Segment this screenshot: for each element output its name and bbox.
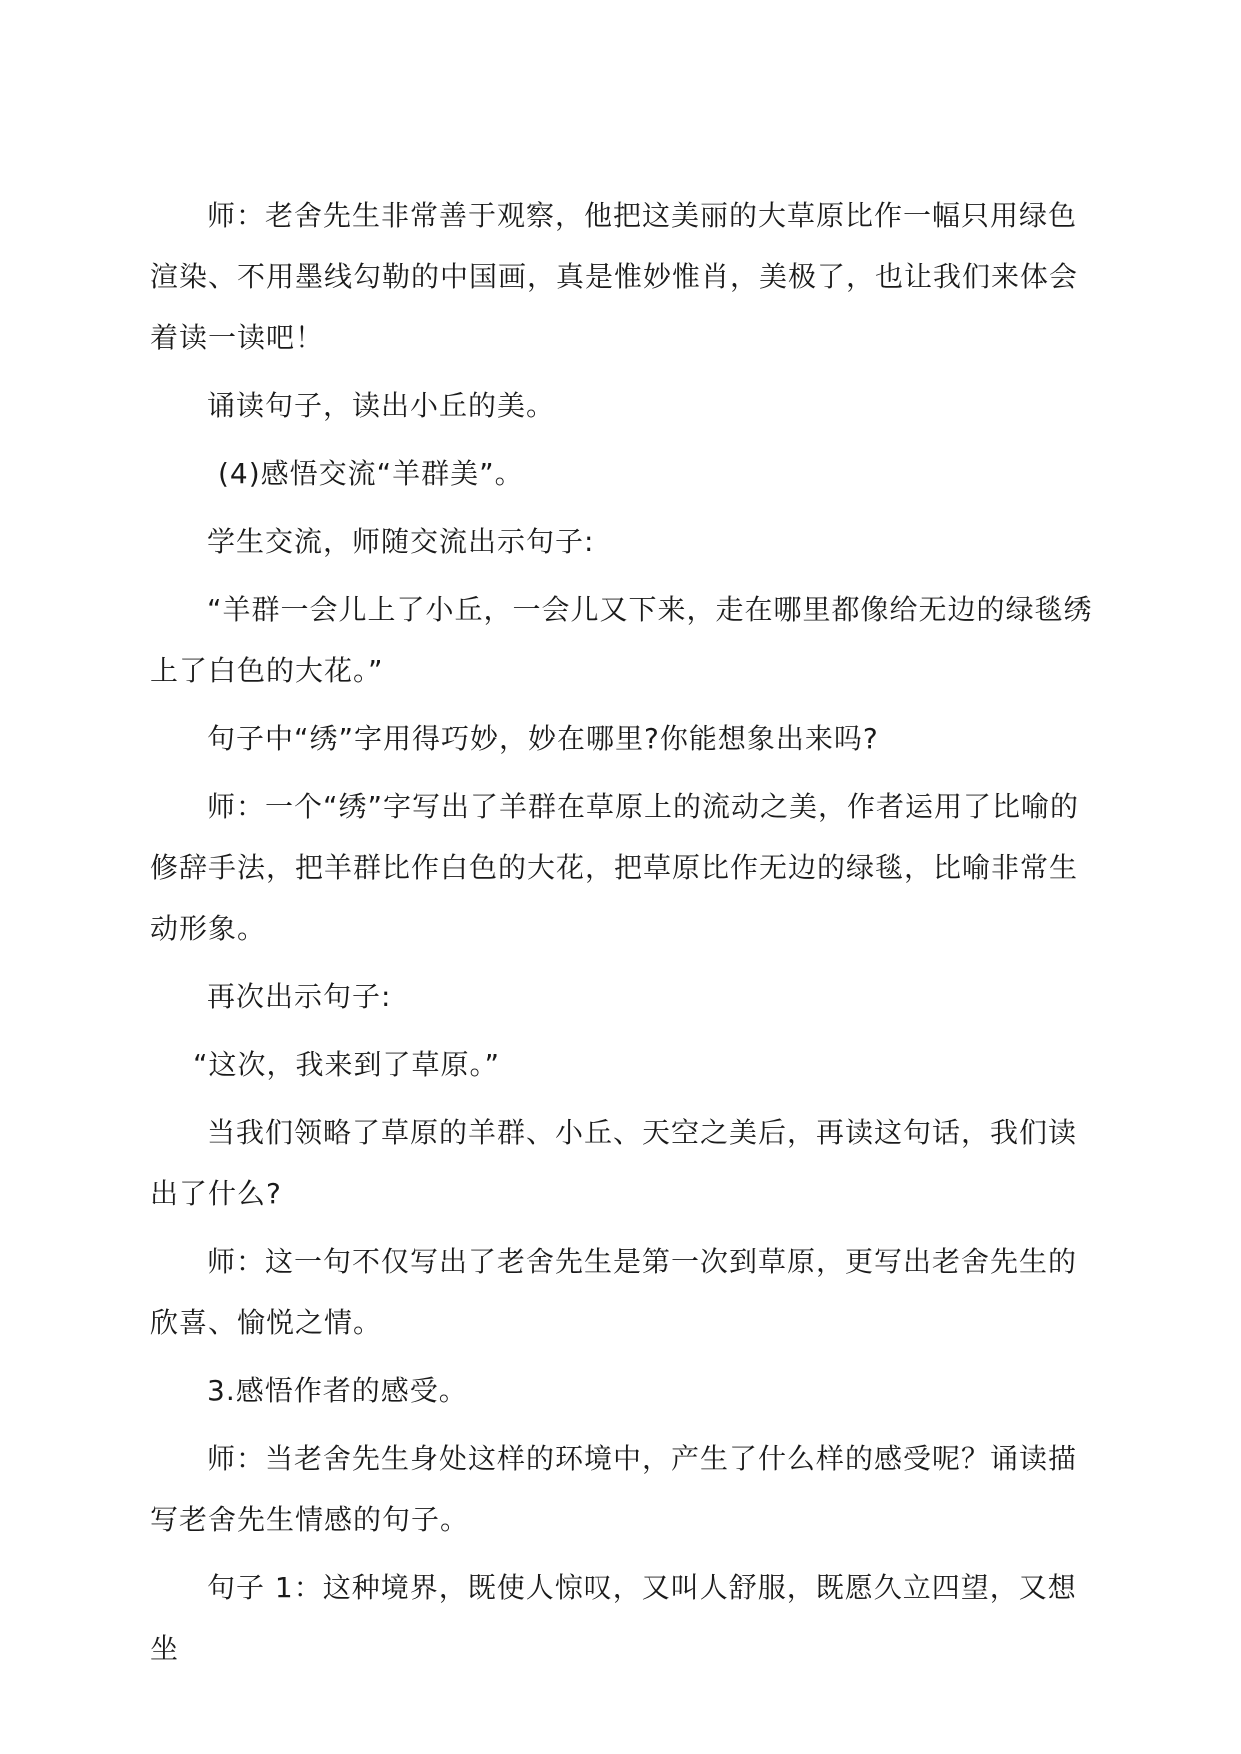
paragraph-quote-sheep: “羊群一会儿上了小丘，一会儿又下来，走在哪里都像给无边的绿毯绣上了白色的大花。”: [150, 593, 1093, 687]
paragraph-recite-hill: 诵读句子，读出小丘的美。: [207, 389, 556, 422]
paragraph-question-embroider: 句子中“绣”字用得巧妙，妙在哪里?你能想象出来吗?: [207, 722, 879, 755]
paragraph-teacher-joy: 师：这一句不仅写出了老舍先生是第一次到草原，更写出老舍先生的欣喜、愉悦之情。: [150, 1245, 1078, 1339]
paragraph-question-reread: 当我们领略了草原的羊群、小丘、天空之美后，再读这句话，我们读出了什么?: [150, 1116, 1078, 1210]
paragraph-teacher-observation: 师：老舍先生非常善于观察，他把这美丽的大草原比作一幅只用绿色渲染、不用墨线勾勒的中国画，真是惟妙惟肖，美极了，也让我们来体会着读一读吧！: [150, 199, 1079, 354]
paragraph-heading-feeling: 3.感悟作者的感受。: [207, 1374, 468, 1407]
paragraph-student-exchange: 学生交流，师随交流出示句子:: [207, 525, 595, 558]
document-body: [150, 185, 1095, 1686]
paragraph-sentence-one: 句子 1：这种境界，既使人惊叹，又叫人舒服，既愿久立四望，又想坐: [150, 1571, 1077, 1665]
paragraph-teacher-metaphor: 师：一个“绣”字写出了羊群在草原上的流动之美，作者运用了比喻的修辞手法，把羊群比作白色的大花，把草原比作无边的绿毯，比喻非常生动形象。: [150, 790, 1080, 945]
paragraph-quote-arrival: “这次，我来到了草原。”: [193, 1048, 501, 1081]
paragraph-show-again: 再次出示句子:: [207, 980, 392, 1013]
paragraph-teacher-feeling: 师：当老舍先生身处这样的环境中，产生了什么样的感受呢？诵读描写老舍先生情感的句子。: [150, 1442, 1078, 1536]
paragraph-heading-sheep: (4)感悟交流“羊群美”。: [218, 457, 524, 490]
